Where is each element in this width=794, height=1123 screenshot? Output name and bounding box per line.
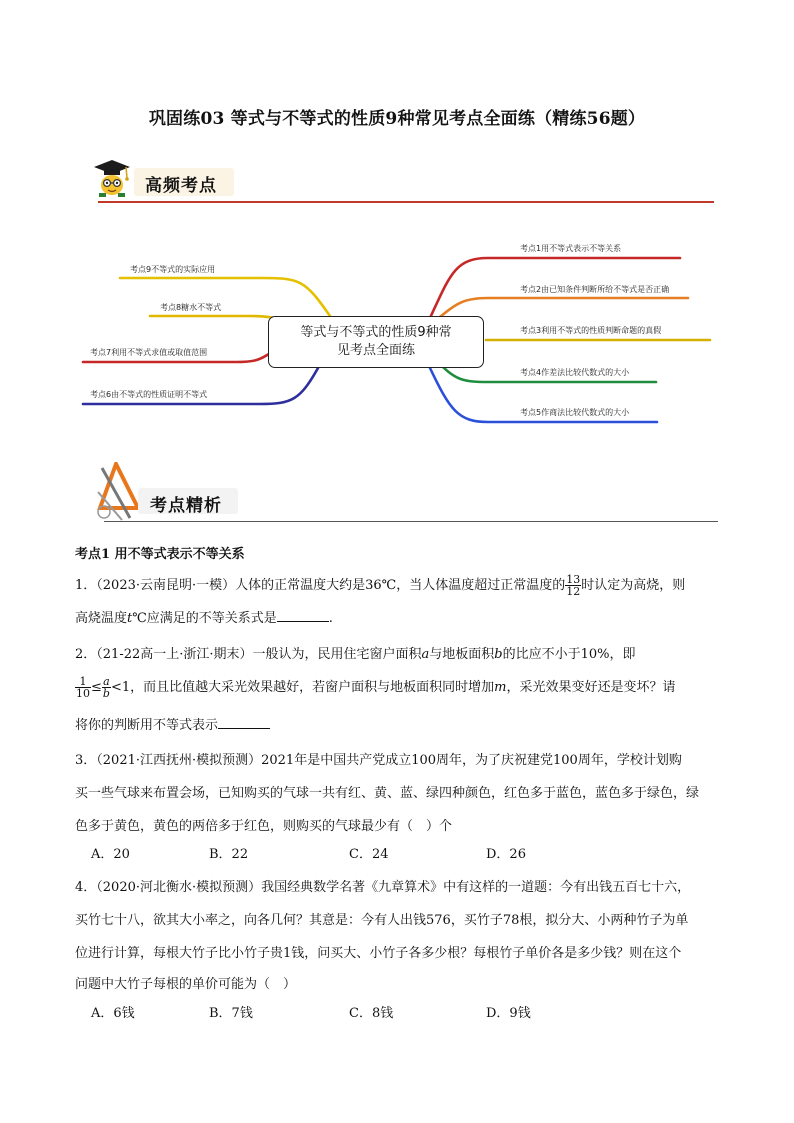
question-3-line-1: 3．（2021·江西抚州·模拟预测）2021年是中国共产党成立100周年，为了庆祝建党100周年，学校计划购 — [75, 753, 682, 768]
question-3-line-3: 色多于黄色，黄色的两倍多于红色，则购买的气球最少有（ ）个 — [75, 819, 453, 834]
q2-fraction-2 — [102, 676, 111, 699]
question-2-line-3 — [75, 711, 735, 741]
q2-text-c: 的比应不小于10%，即 — [502, 647, 636, 662]
q1-text-c: 高烧温度 — [75, 611, 128, 626]
question-2-line-2 — [75, 673, 735, 703]
q2-text-e: ，采光效果变好还是变坏？请 — [506, 680, 676, 695]
q1-text-b: 时认定为高烧，则 — [581, 578, 686, 593]
q3-option-b[interactable]: B．22 — [209, 847, 249, 862]
section-divider-analysis — [104, 521, 718, 522]
mindmap-node-right-1: 考点1用不等式表示不等关系 — [520, 244, 622, 253]
mindmap-center-line1: 等式与不等式的性质9种常 — [300, 325, 452, 340]
q2-f1-den: 10 — [76, 687, 90, 700]
q2-f2-den: b — [102, 687, 110, 700]
page-title: 巩固练03 等式与不等式的性质9种常见考点全面练（精练56题） — [148, 109, 646, 129]
q2-text-a: 2．（21-22高一上·浙江·期末）一般认为，民用住宅窗户面积 — [75, 647, 422, 662]
q2-fraction-1 — [75, 676, 91, 699]
q1-fraction — [565, 574, 581, 597]
mindmap-center-node — [268, 316, 484, 368]
q1-text-end: . — [328, 611, 333, 626]
mindmap-node-left-4: 考点6由不等式的性质证明不等式 — [90, 390, 208, 399]
question-3-line-2: 买一些气球来布置会场，已知购买的气球一共有红、黄、蓝、绿四种颜色，红色多于蓝色，蓝色多于绿色，绿 — [75, 786, 700, 801]
q1-text-a: 1．（2023·云南昆明·一模）人体的正常温度大约是36℃，当人体温度超过正常温度的 — [75, 578, 566, 593]
drafting-tools-icon — [92, 462, 144, 522]
question-1-line-2 — [75, 604, 735, 634]
mindmap-node-left-2: 考点8糖水不等式 — [160, 303, 222, 312]
question-2-line-1 — [75, 640, 735, 670]
mindmap-center-line2: 见考点全面练 — [336, 343, 415, 358]
q4-option-b[interactable]: B．7钱 — [209, 1006, 253, 1021]
question-4-line-2: 买竹七十八，欲其大小率之，向各几何？其意是：今有人出钱576，买竹子78根，拟分大、小两种竹子为单 — [75, 913, 689, 928]
mindmap-node-left-1: 考点9不等式的实际应用 — [130, 265, 216, 274]
q2-f1-num: 1 — [75, 676, 91, 688]
question-1-line-1 — [75, 571, 735, 601]
mindmap-node-right-4: 考点4作差法比较代数式的大小 — [520, 368, 630, 377]
q4-option-a[interactable]: A．6钱 — [91, 1006, 135, 1021]
q4-option-d[interactable]: D．9钱 — [486, 1006, 531, 1021]
q1-frac-num: 13 — [566, 573, 581, 586]
mindmap-node-right-3: 考点3利用不等式的性质判断命题的真假 — [520, 326, 662, 335]
question-4-line-3: 位进行计算，每根大竹子比小竹子贵1钱，问买大、小竹子各多少根？每根竹子单价各是多少钱？则在这个 — [75, 946, 682, 961]
question-4-line-4: 问题中大竹子每根的单价可能为（ ） — [75, 977, 297, 992]
q2-lt-one: <1 — [110, 680, 131, 695]
section-title-analysis: 考点精析 — [150, 496, 222, 516]
branch-left-1 — [120, 278, 330, 316]
q2-var-b: b — [494, 647, 503, 662]
q3-option-a[interactable]: A．20 — [91, 847, 130, 862]
q3-option-c[interactable]: C．24 — [349, 847, 389, 862]
q2-text-d: ，而且比值越大采光效果越好，若窗户面积与地板面积同时增加 — [130, 680, 495, 695]
q2-answer-blank[interactable] — [218, 714, 270, 729]
mindmap-branches — [0, 0, 794, 480]
q2-text-b: 与地板面积 — [429, 647, 495, 662]
q2-var-a: a — [421, 647, 430, 662]
q4-option-c[interactable]: C．8钱 — [349, 1006, 394, 1021]
q2-text-f: 将你的判断用不等式表示 — [75, 718, 219, 733]
question-4-line-1: 4．（2020·河北衡水·模拟预测）我国经典数学名著《九章算术》中有这样的一道题：今有出钱五百七十六， — [75, 880, 691, 895]
q2-f2-num: a — [103, 675, 110, 688]
q1-text-d: ℃应满足的不等关系式是 — [132, 611, 277, 626]
section-title-high-freq: 高频考点 — [145, 176, 217, 196]
mindmap-node-right-2: 考点2由已知条件判断所给不等式是否正确 — [520, 285, 670, 294]
q1-frac-den: 12 — [566, 585, 581, 598]
q1-var-t: t — [127, 611, 133, 626]
q2-var-m: m — [494, 680, 507, 695]
q2-leq: ≤ — [91, 680, 102, 695]
topic-heading-1: 考点1 用不等式表示不等关系 — [75, 547, 245, 562]
q1-answer-blank[interactable] — [277, 607, 329, 622]
mindmap-node-right-5: 考点5作商法比较代数式的大小 — [520, 408, 630, 417]
mindmap-node-left-3: 考点7利用不等式求值或取值范围 — [90, 348, 208, 357]
q3-option-d[interactable]: D．26 — [486, 847, 526, 862]
